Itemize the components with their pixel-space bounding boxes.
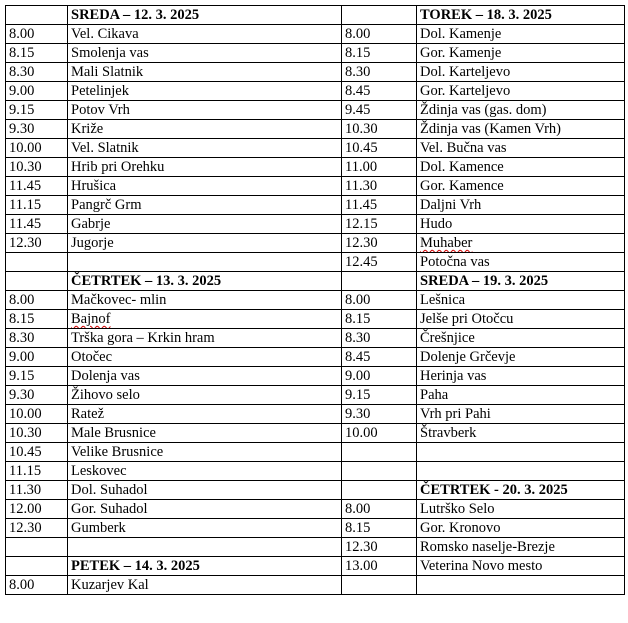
right-time-cell (342, 462, 417, 481)
table-row (6, 177, 625, 196)
spellcheck-underline-text: Bajnof (71, 311, 111, 327)
left-place-cell: Hrib pri Orehku (68, 158, 342, 177)
left-place-cell: Otočec (68, 348, 342, 367)
left-time-cell (6, 6, 68, 25)
right-time-cell: 9.30 (342, 405, 417, 424)
right-place-cell (417, 576, 625, 595)
right-place-cell: Štravberk (417, 424, 625, 443)
table-row (6, 519, 625, 538)
right-time-cell: 8.00 (342, 25, 417, 44)
left-time-cell (6, 253, 68, 272)
right-time-cell: 10.45 (342, 139, 417, 158)
right-place-cell: Gor. Kamenje (417, 44, 625, 63)
left-time-cell: 12.30 (6, 234, 68, 253)
left-time-cell: 9.00 (6, 82, 68, 101)
right-time-cell: 8.45 (342, 348, 417, 367)
right-time-cell: 12.30 (342, 538, 417, 557)
table-row (6, 348, 625, 367)
left-place-cell: Petelinjek (68, 82, 342, 101)
left-day-header: ČETRTEK – 13. 3. 2025 (68, 272, 342, 291)
right-time-cell: 9.15 (342, 386, 417, 405)
left-place-cell: Leskovec (68, 462, 342, 481)
left-time-cell: 8.30 (6, 63, 68, 82)
right-time-cell: 11.45 (342, 196, 417, 215)
table-row (6, 329, 625, 348)
table-row (6, 101, 625, 120)
left-place-cell: Mačkovec- mlin (68, 291, 342, 310)
right-place-cell: Hudo (417, 215, 625, 234)
left-place-cell: Gor. Suhadol (68, 500, 342, 519)
left-time-cell: 8.15 (6, 44, 68, 63)
left-place-cell: Vel. Cikava (68, 25, 342, 44)
left-time-cell: 9.00 (6, 348, 68, 367)
right-time-cell: 8.15 (342, 44, 417, 63)
left-time-cell: 12.30 (6, 519, 68, 538)
table-row (6, 557, 625, 576)
right-place-cell: Romsko naselje-Brezje (417, 538, 625, 557)
table-row (6, 6, 625, 25)
left-day-header: SREDA – 12. 3. 2025 (68, 6, 342, 25)
right-time-cell: 11.00 (342, 158, 417, 177)
right-time-cell (342, 481, 417, 500)
table-row (6, 44, 625, 63)
left-place-cell: Žihovo selo (68, 386, 342, 405)
left-place-cell: Smolenja vas (68, 44, 342, 63)
left-time-cell: 8.00 (6, 576, 68, 595)
right-place-cell: Jelše pri Otočcu (417, 310, 625, 329)
table-row (6, 576, 625, 595)
right-place-cell: Dol. Kamence (417, 158, 625, 177)
left-time-cell: 11.45 (6, 215, 68, 234)
right-place-cell: Dol. Karteljevo (417, 63, 625, 82)
left-place-cell: Ratež (68, 405, 342, 424)
table-row (6, 215, 625, 234)
left-time-cell: 11.15 (6, 462, 68, 481)
table-row (6, 310, 625, 329)
schedule-table (5, 5, 625, 595)
left-place-cell: Gabrje (68, 215, 342, 234)
right-place-cell: Vrh pri Pahi (417, 405, 625, 424)
right-day-header: TOREK – 18. 3. 2025 (417, 6, 625, 25)
left-place-cell: Trška gora – Krkin hram (68, 329, 342, 348)
schedule-body (6, 6, 625, 595)
left-time-cell: 11.15 (6, 196, 68, 215)
left-place-cell: Kuzarjev Kal (68, 576, 342, 595)
left-place-cell: Male Brusnice (68, 424, 342, 443)
right-place-cell: Daljni Vrh (417, 196, 625, 215)
left-time-cell: 8.15 (6, 310, 68, 329)
table-row (6, 63, 625, 82)
right-time-cell (342, 576, 417, 595)
left-place-cell: Jugorje (68, 234, 342, 253)
left-time-cell: 9.15 (6, 101, 68, 120)
table-row (6, 424, 625, 443)
left-time-cell (6, 538, 68, 557)
right-time-cell: 8.00 (342, 291, 417, 310)
right-place-cell: Gor. Karteljevo (417, 82, 625, 101)
table-row (6, 158, 625, 177)
left-place-cell: Hrušica (68, 177, 342, 196)
left-time-cell: 12.00 (6, 500, 68, 519)
right-place-cell: Lešnica (417, 291, 625, 310)
table-row (6, 367, 625, 386)
right-time-cell: 10.00 (342, 424, 417, 443)
right-place-cell: Potočna vas (417, 253, 625, 272)
right-time-cell: 12.15 (342, 215, 417, 234)
right-place-cell (417, 462, 625, 481)
left-day-header: PETEK – 14. 3. 2025 (68, 557, 342, 576)
table-row (6, 443, 625, 462)
right-day-header: ČETRTEK - 20. 3. 2025 (417, 481, 625, 500)
table-row (6, 538, 625, 557)
left-time-cell: 8.30 (6, 329, 68, 348)
right-place-cell: Dol. Kamenje (417, 25, 625, 44)
right-time-cell: 13.00 (342, 557, 417, 576)
right-time-cell: 8.15 (342, 310, 417, 329)
right-place-cell: Gor. Kronovo (417, 519, 625, 538)
table-row (6, 234, 625, 253)
table-row (6, 481, 625, 500)
right-place-cell: Črešnjice (417, 329, 625, 348)
table-row (6, 82, 625, 101)
left-time-cell: 10.30 (6, 424, 68, 443)
left-time-cell: 9.30 (6, 120, 68, 139)
right-time-cell: 8.00 (342, 500, 417, 519)
left-place-cell: Križe (68, 120, 342, 139)
right-place-cell: Paha (417, 386, 625, 405)
left-time-cell (6, 557, 68, 576)
left-place-cell (68, 310, 342, 329)
right-time-cell: 12.45 (342, 253, 417, 272)
right-time-cell: 9.00 (342, 367, 417, 386)
right-time-cell: 10.30 (342, 120, 417, 139)
right-time-cell: 12.30 (342, 234, 417, 253)
table-row (6, 25, 625, 44)
right-day-header: SREDA – 19. 3. 2025 (417, 272, 625, 291)
left-place-cell (68, 253, 342, 272)
table-row (6, 253, 625, 272)
table-row (6, 462, 625, 481)
table-row (6, 500, 625, 519)
spellcheck-underline-text: Muhaber (420, 235, 473, 251)
table-row (6, 386, 625, 405)
right-place-cell: Dolenje Grčevje (417, 348, 625, 367)
right-place-cell: Herinja vas (417, 367, 625, 386)
right-time-cell (342, 272, 417, 291)
left-place-cell: Dolenja vas (68, 367, 342, 386)
left-time-cell (6, 272, 68, 291)
left-place-cell (68, 538, 342, 557)
left-time-cell: 8.00 (6, 291, 68, 310)
right-place-cell: Lutrško Selo (417, 500, 625, 519)
right-place-cell: Veterina Novo mesto (417, 557, 625, 576)
right-place-cell: Ždinja vas (gas. dom) (417, 101, 625, 120)
left-time-cell: 9.30 (6, 386, 68, 405)
left-place-cell: Vel. Slatnik (68, 139, 342, 158)
table-row (6, 405, 625, 424)
right-time-cell (342, 443, 417, 462)
left-place-cell: Velike Brusnice (68, 443, 342, 462)
left-place-cell: Mali Slatnik (68, 63, 342, 82)
left-time-cell: 11.30 (6, 481, 68, 500)
right-place-cell (417, 443, 625, 462)
left-time-cell: 10.00 (6, 405, 68, 424)
right-place-cell: Ždinja vas (Kamen Vrh) (417, 120, 625, 139)
table-row (6, 139, 625, 158)
left-place-cell: Dol. Suhadol (68, 481, 342, 500)
left-time-cell: 11.45 (6, 177, 68, 196)
left-time-cell: 10.00 (6, 139, 68, 158)
right-time-cell: 11.30 (342, 177, 417, 196)
right-time-cell: 8.15 (342, 519, 417, 538)
right-time-cell: 9.45 (342, 101, 417, 120)
table-row (6, 291, 625, 310)
table-row (6, 196, 625, 215)
left-time-cell: 8.00 (6, 25, 68, 44)
table-row (6, 272, 625, 291)
right-place-cell (417, 234, 625, 253)
left-time-cell: 10.45 (6, 443, 68, 462)
left-place-cell: Potov Vrh (68, 101, 342, 120)
table-row (6, 120, 625, 139)
right-place-cell: Gor. Kamence (417, 177, 625, 196)
left-time-cell: 10.30 (6, 158, 68, 177)
right-time-cell: 8.30 (342, 63, 417, 82)
right-time-cell: 8.45 (342, 82, 417, 101)
right-place-cell: Vel. Bučna vas (417, 139, 625, 158)
right-time-cell: 8.30 (342, 329, 417, 348)
left-place-cell: Pangrč Grm (68, 196, 342, 215)
right-time-cell (342, 6, 417, 25)
left-place-cell: Gumberk (68, 519, 342, 538)
left-time-cell: 9.15 (6, 367, 68, 386)
